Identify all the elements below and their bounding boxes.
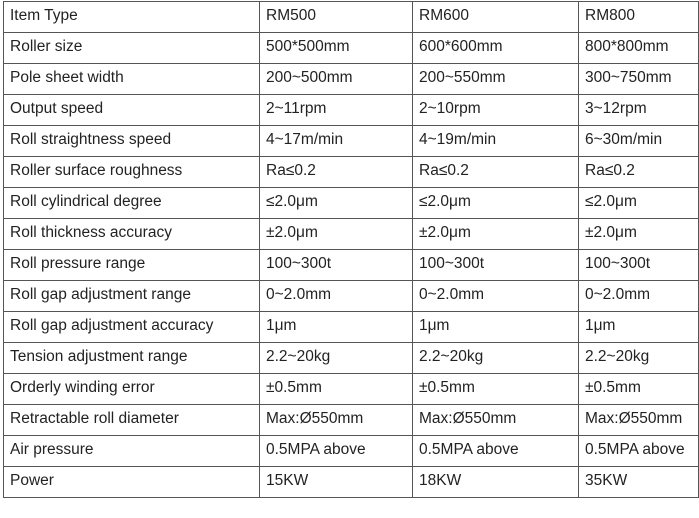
table-cell-item: Pole sheet width — [4, 64, 260, 95]
table-cell-rm500: ±2.0μm — [260, 219, 413, 250]
table-cell-rm500: ±0.5mm — [260, 374, 413, 405]
table-cell-item: Tension adjustment range — [4, 343, 260, 374]
table-cell-rm800: 800*800mm — [579, 33, 699, 64]
table-cell-rm600: ±2.0μm — [413, 219, 579, 250]
table-cell-rm800: 3~12rpm — [579, 95, 699, 126]
table-cell-rm600: 200~550mm — [413, 64, 579, 95]
table-cell-rm600: ±0.5mm — [413, 374, 579, 405]
header-item-type: Item Type — [4, 2, 260, 33]
table-row — [4, 95, 699, 126]
table-cell-item: Orderly winding error — [4, 374, 260, 405]
table-cell-item: Air pressure — [4, 436, 260, 467]
table-cell-item: Roll cylindrical degree — [4, 188, 260, 219]
table-row — [4, 436, 699, 467]
table-cell-rm800: 100~300t — [579, 250, 699, 281]
table-cell-item: Roll gap adjustment accuracy — [4, 312, 260, 343]
table-cell-rm800: 1μm — [579, 312, 699, 343]
table-cell-rm500: 2~11rpm — [260, 95, 413, 126]
table-cell-rm500: 15KW — [260, 467, 413, 498]
table-cell-rm500: 1μm — [260, 312, 413, 343]
table-cell-rm600: 0.5MPA above — [413, 436, 579, 467]
table-cell-item: Roll thickness accuracy — [4, 219, 260, 250]
spec-table-body — [4, 2, 699, 498]
table-row — [4, 126, 699, 157]
table-row — [4, 64, 699, 95]
table-cell-rm600: 600*600mm — [413, 33, 579, 64]
table-cell-rm500: Ra≤0.2 — [260, 157, 413, 188]
table-cell-rm800: 6~30m/min — [579, 126, 699, 157]
table-cell-rm600: 0~2.0mm — [413, 281, 579, 312]
table-cell-rm500: Max:Ø550mm — [260, 405, 413, 436]
table-row — [4, 33, 699, 64]
spec-table — [3, 1, 699, 498]
table-cell-rm800: 35KW — [579, 467, 699, 498]
table-cell-rm800: ±2.0μm — [579, 219, 699, 250]
table-cell-item: Roller surface roughness — [4, 157, 260, 188]
table-cell-item: Roll pressure range — [4, 250, 260, 281]
table-cell-item: Power — [4, 467, 260, 498]
table-row — [4, 219, 699, 250]
table-cell-rm600: 2~10rpm — [413, 95, 579, 126]
table-cell-rm500: 0~2.0mm — [260, 281, 413, 312]
header-rm500: RM500 — [260, 2, 413, 33]
table-cell-rm600: 100~300t — [413, 250, 579, 281]
table-cell-rm800: 0~2.0mm — [579, 281, 699, 312]
table-header-row — [4, 2, 699, 33]
table-cell-rm500: ≤2.0μm — [260, 188, 413, 219]
table-cell-rm600: ≤2.0μm — [413, 188, 579, 219]
table-cell-rm800: 0.5MPA above — [579, 436, 699, 467]
table-row — [4, 343, 699, 374]
table-cell-rm500: 2.2~20kg — [260, 343, 413, 374]
table-cell-rm500: 500*500mm — [260, 33, 413, 64]
table-row — [4, 250, 699, 281]
table-cell-rm600: Ra≤0.2 — [413, 157, 579, 188]
table-row — [4, 281, 699, 312]
table-cell-rm800: 300~750mm — [579, 64, 699, 95]
table-cell-rm800: ±0.5mm — [579, 374, 699, 405]
table-row — [4, 157, 699, 188]
table-cell-rm500: 4~17m/min — [260, 126, 413, 157]
table-cell-rm600: Max:Ø550mm — [413, 405, 579, 436]
table-cell-rm600: 4~19m/min — [413, 126, 579, 157]
table-cell-item: Output speed — [4, 95, 260, 126]
table-cell-rm500: 100~300t — [260, 250, 413, 281]
table-cell-rm500: 0.5MPA above — [260, 436, 413, 467]
table-row — [4, 374, 699, 405]
header-rm600: RM600 — [413, 2, 579, 33]
table-cell-item: Roll straightness speed — [4, 126, 260, 157]
table-row — [4, 188, 699, 219]
table-cell-rm600: 1μm — [413, 312, 579, 343]
table-cell-rm800: ≤2.0μm — [579, 188, 699, 219]
table-cell-item: Roller size — [4, 33, 260, 64]
table-cell-item: Roll gap adjustment range — [4, 281, 260, 312]
table-cell-item: Retractable roll diameter — [4, 405, 260, 436]
table-cell-rm800: Max:Ø550mm — [579, 405, 699, 436]
header-rm800: RM800 — [579, 2, 699, 33]
table-row — [4, 312, 699, 343]
table-cell-rm800: 2.2~20kg — [579, 343, 699, 374]
table-cell-rm600: 2.2~20kg — [413, 343, 579, 374]
table-row — [4, 467, 699, 498]
table-row — [4, 405, 699, 436]
table-cell-rm800: Ra≤0.2 — [579, 157, 699, 188]
table-cell-rm600: 18KW — [413, 467, 579, 498]
table-cell-rm500: 200~500mm — [260, 64, 413, 95]
